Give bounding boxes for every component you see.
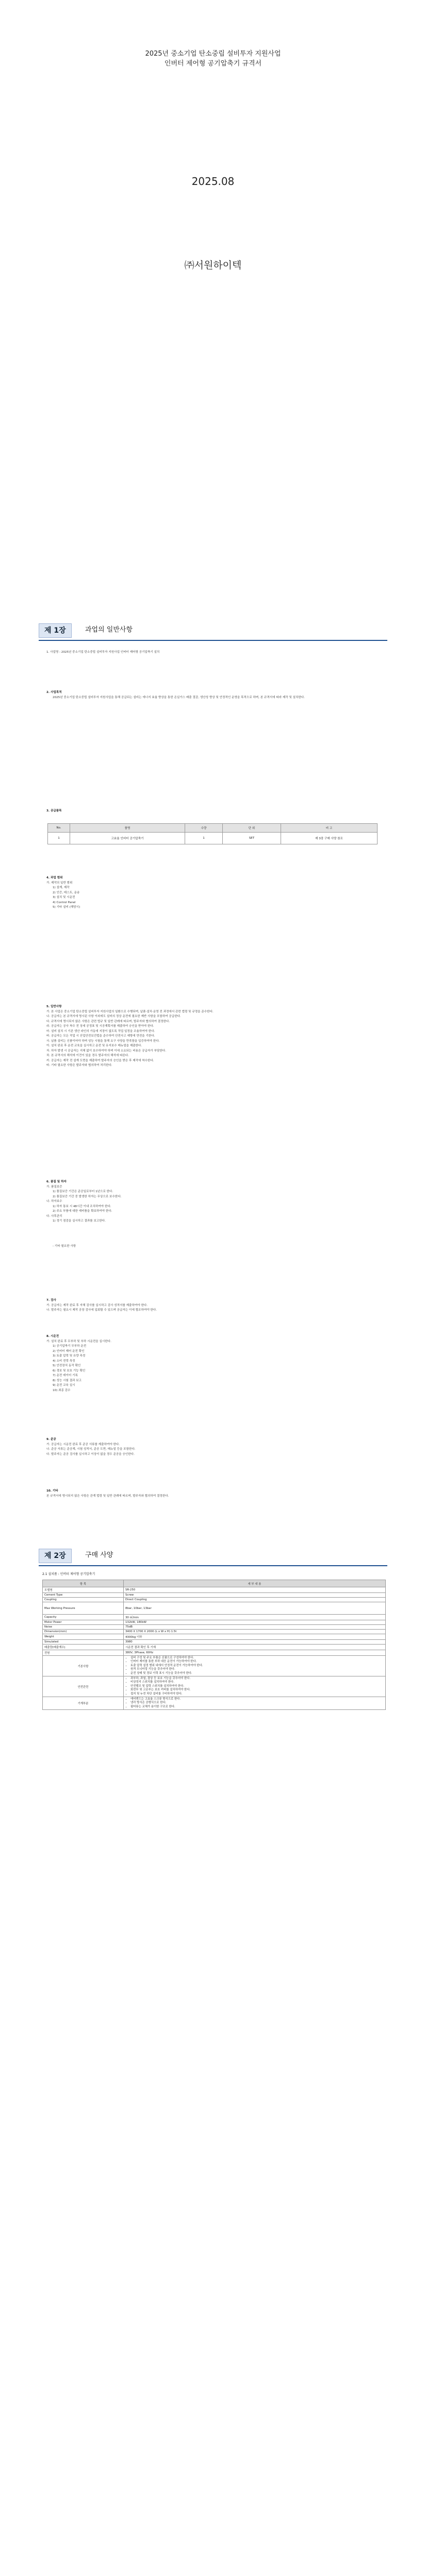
table-header: 단 위	[223, 824, 281, 833]
spec-list-cell	[124, 1676, 386, 1697]
paragraph: 2025년 중소기업 탄소중립 설비투자 지원사업을 통해 공급되는 설비는 에너지 효율 향상을 통한 온실가스 배출 절감, 생산성 향상 및 안정적인 운영을 목적으로 하며, 본 규격서에 따라 제작 및 설치한다.	[53, 696, 305, 699]
spec-list-cell	[124, 1697, 386, 1710]
section-2-header	[39, 1546, 387, 1566]
spec-value: Screw	[124, 1593, 386, 1598]
table-cell: 1	[48, 833, 70, 844]
list-item: • 안전밸브 및 압력 스위치를 설치하여야 한다.	[130, 1685, 384, 1688]
list-item: 7) 운전 데이터 기록	[53, 1374, 78, 1377]
cover-title-line: 인버터 제어형 공기압축기 규격서	[164, 60, 262, 67]
list-item: 바. 공급자는 모든 작업 시 산업안전보건법을 준수하여 안전사고 예방에 만전을 기한다.	[46, 1035, 155, 1038]
list-item: 다. 규격서에 명시되지 않은 사항은 관련 법규 및 일반 관례에 따르며, 발주자와 협의하여 결정한다.	[46, 1020, 170, 1023]
table-row	[43, 1593, 386, 1598]
list-item: 4) Control Panel	[53, 901, 76, 904]
list-item: 5) 기타 설비 (해당시)	[53, 906, 80, 909]
table-header: No.	[48, 824, 70, 833]
list-item: 9) 운전 교육 실시	[53, 1384, 75, 1387]
spec-value: 3400 X 1700 X 2000 (L x W x H) 1.5t	[124, 1630, 386, 1634]
list-item: 가. 본 사업은 중소기업 탄소중립 설비투자 지원사업의 일환으로 수행되며, 납품·설치·운영 전 과정에서 관련 법령 및 규정을 준수한다.	[46, 1010, 214, 1013]
spec-value: 3980	[124, 1640, 386, 1645]
heading: 6. 품질 및 하자	[46, 1180, 67, 1183]
list-item: 라. 공급자는 공사 착수 전 상세 공정표 및 시공계획서를 제출하여 승인을 받아야 한다.	[46, 1025, 154, 1028]
table-cell: SET	[223, 833, 281, 844]
list-item: 다. 발주자는 준공 검사를 실시하고 이상이 없을 경우 준공을 승인한다.	[46, 1452, 135, 1456]
heading: 3. 공급품목	[46, 809, 62, 812]
trial-block	[46, 1334, 376, 1393]
cover-date: 2025.08	[191, 175, 235, 188]
table-row	[48, 833, 378, 844]
spec-category: 안전관련	[43, 1676, 124, 1697]
spec-value: 380V, 3Phase, 60Hz	[124, 1650, 386, 1656]
table-row	[43, 1587, 386, 1593]
list-item: 2) 품질보증 기간 중 발생한 하자는 무상으로 보수한다.	[53, 1195, 122, 1198]
table-row	[43, 1634, 386, 1640]
section-1-header	[39, 620, 387, 641]
list-item: • 인버터 제어를 통한 부하 대응 운전이 가능하여야 한다.	[130, 1660, 384, 1664]
list-item: 나. 준공 서류는 준공계, 시험 성적서, 준공 도면, 매뉴얼 등을 포함한다.	[46, 1448, 136, 1451]
list-item: 2) 인증, 테스트, 운송	[53, 891, 80, 894]
list-item: • 냉각 방식은 공랭식으로 한다.	[130, 1701, 384, 1705]
list-item: • 비상정지 스위치를 설치하여야 한다.	[130, 1681, 384, 1684]
spec-key: Motor Power	[43, 1620, 124, 1625]
heading: 7. 검사	[46, 1299, 56, 1302]
list-item: - 기타 필요한 사항	[53, 1244, 76, 1248]
table-cell: 고효율 인버터 공기압축기	[70, 833, 185, 844]
spec-key: Dimension(mm)	[43, 1630, 124, 1634]
spec-key: Noise	[43, 1625, 124, 1630]
table-row	[43, 1620, 386, 1625]
list-item: • 회전부 및 고온부는 보호 커버를 설치하여야 한다.	[130, 1688, 384, 1692]
spec-key: Capacity	[43, 1615, 124, 1620]
list-item: 마. 설비 설치 시 기존 생산 라인의 가동에 지장이 없도록 작업 일정을 조율하여야 한다.	[46, 1029, 155, 1033]
list-item: 1) 하자 통보 시 48시간 이내 조치하여야 한다.	[53, 1205, 111, 1208]
supply-table	[47, 823, 378, 844]
spec-key: Simulated	[43, 1640, 124, 1645]
spec-category: 기계부분	[43, 1697, 124, 1710]
list-item: • 토출 압력 설정 범위 내에서 안정적 운전이 가능하여야 한다.	[130, 1664, 384, 1668]
list-item: 사. 납품 설비는 신품이어야 하며 성능 시험을 통해 요구 사양을 만족함을 입증하여야 한다.	[46, 1039, 160, 1043]
table-caption: 2.1 설치품 : 인버터 제어형 공기압축기	[42, 1572, 95, 1576]
heading: 8. 시운전	[46, 1335, 59, 1338]
table-row	[43, 1602, 386, 1615]
table-row	[43, 1650, 386, 1656]
list-item: 아. 설치 완료 후 운전 교육을 실시하고 운전 및 유지보수 매뉴얼을 제출한다.	[46, 1044, 142, 1047]
list-item: 가. 공급자는 제작 완료 후 자체 검사를 실시하고 검사 성적서를 제출하여야 한다.	[46, 1303, 148, 1307]
spec-value: SR-250	[124, 1587, 386, 1593]
table-header-row	[48, 824, 378, 833]
section-tag: 제 2장	[39, 1549, 72, 1563]
spec-category: 기본사항	[43, 1656, 124, 1676]
list-item: 3) 설치 및 시운전	[53, 896, 75, 899]
list-item: 2) 주요 부품에 대한 예비품을 확보하여야 한다.	[53, 1210, 112, 1213]
list-item: 가. 제작의 일반 범위	[46, 881, 73, 885]
cover-title-line: 2025년 중소기업 탄소중립 설비투자 지원사업	[145, 50, 281, 58]
spec-key: 모델명	[43, 1587, 124, 1593]
list-item: 다. 사후관리	[46, 1214, 62, 1218]
cover-title	[0, 49, 426, 69]
paragraph: 본 규격서에 명시되지 않은 사항은 관계 법령 및 일반 관례에 따르며, 발주자와 협의하여 결정한다.	[46, 1494, 169, 1498]
list-item: 가. 품질보증	[46, 1185, 62, 1189]
section-title: 과업의 일반사항	[85, 626, 133, 634]
list-item: 1) 품질보증 기간은 준공일로부터 1년으로 한다.	[53, 1190, 113, 1193]
table-cell: 1	[185, 833, 223, 844]
list-item: 가. 설치 완료 후 무부하 및 부하 시운전을 실시한다.	[46, 1340, 111, 1343]
list-item: • 과부하, 과열, 결상 등 보호 기능을 갖추어야 한다.	[130, 1677, 384, 1681]
inspection-block	[46, 1298, 376, 1313]
table-row	[43, 1640, 386, 1645]
table-header-row	[43, 1580, 386, 1587]
cover-org: ㈜서원하이텍	[184, 260, 242, 271]
spec-table	[42, 1580, 386, 1710]
table-row	[43, 1630, 386, 1634]
spec-value: 8bar, 10bar, 13bar	[124, 1602, 386, 1615]
heading: 2. 사업목적	[46, 691, 62, 694]
list-item: • 접지 및 누전 차단 설비를 구비하여야 한다.	[130, 1692, 384, 1696]
cover-page	[0, 0, 426, 289]
list-item: • 설비 구성 및 주요 부품은 신품으로 구성하여야 한다.	[130, 1656, 384, 1660]
etc-block	[46, 1489, 376, 1499]
list-item: 10) 최종 검수	[53, 1388, 71, 1392]
list-item: 카. 공급자는 제작 전 설계 도면을 제출하여 발주자의 승인을 받은 후 제작에 착수한다.	[46, 1059, 154, 1062]
list-item: 나. 공급자는 본 규격서에 명시된 사항 이외에도 설비의 정상 운전에 필요한 제반 사항을 포함하여 공급한다.	[46, 1015, 181, 1018]
section-1-body	[46, 650, 376, 655]
list-item: 3) 토출 압력 및 유량 측정	[53, 1354, 86, 1358]
list-item: 4) 소비 전력 측정	[53, 1359, 75, 1363]
completion-block	[46, 1437, 376, 1457]
list-item: 5) 안전장치 동작 확인	[53, 1364, 81, 1367]
section-tag: 제 1장	[39, 623, 72, 638]
table-header: 수량	[185, 824, 223, 833]
list-item: 나. 발주자는 필요시 제작 공장 검사에 입회할 수 있으며 공급자는 이에 협조하여야 한다.	[46, 1309, 157, 1312]
table-row	[43, 1598, 386, 1602]
heading: 9. 준공	[46, 1438, 56, 1441]
heading: 4. 과업 범위	[46, 876, 63, 879]
spec-key: 전원	[43, 1650, 124, 1656]
quality-block	[46, 1180, 376, 1249]
heading: 10. 기타	[46, 1489, 58, 1493]
list-item: 1) 설계, 제작	[53, 886, 70, 889]
table-header: 비 고	[281, 824, 378, 833]
list-item: 1) 공기압축기 무부하 운전	[53, 1345, 87, 1348]
table-row	[43, 1697, 386, 1710]
table-cell: 제 3장 구매 사양 참조	[281, 833, 378, 844]
list-item: 나. 하자보수	[46, 1200, 62, 1203]
list-item: 타. 기타 필요한 사항은 발주자와 협의하여 처리한다.	[46, 1064, 112, 1067]
spec-value: 132kW, 180kW	[124, 1620, 386, 1625]
table-header: 세 부 내 용	[124, 1580, 386, 1587]
general-block	[46, 1005, 376, 1069]
list-item: 6) 경보 및 보호 기능 확인	[53, 1369, 86, 1372]
table-row	[43, 1645, 386, 1650]
spec-key: Coupling	[43, 1598, 124, 1602]
scope-block	[46, 876, 376, 910]
table-header: 항 목	[43, 1580, 124, 1587]
list-item: 2) 인버터 제어 운전 확인	[53, 1349, 85, 1353]
spec-key: Weight	[43, 1634, 124, 1640]
list-item: 8) 성능 시험 결과 보고	[53, 1379, 82, 1382]
purpose-block	[46, 690, 376, 700]
list-item: 차. 본 규격서의 해석에 이견이 있을 경우 발주자의 해석에 따른다.	[46, 1054, 129, 1057]
spec-value: 75dB	[124, 1625, 386, 1630]
spec-value: 30 ㎥/min	[124, 1615, 386, 1620]
list-item: • 필터류는 교체가 용이한 구조로 한다.	[130, 1705, 384, 1709]
supply-heading	[46, 809, 376, 814]
list-item: • 원격 모니터링 기능을 갖추어야 한다.	[130, 1668, 384, 1671]
spec-key: 배출량(배출계수)	[43, 1645, 124, 1650]
section-title: 구매 사양	[85, 1551, 113, 1559]
project-name: 1. 사업명 : 2025년 중소기업 탄소중립 설비투자 지원사업 인버터 제어형 공기압축기 설치	[46, 651, 160, 654]
spec-key: Cement Type	[43, 1593, 124, 1598]
list-item: 1) 정기 점검을 실시하고 결과를 보고한다.	[53, 1219, 106, 1223]
table-header: 품명	[70, 824, 185, 833]
heading: 5. 일반사항	[46, 1005, 62, 1008]
spec-key: Max Working Pressure	[43, 1602, 124, 1615]
spec-list-cell	[124, 1656, 386, 1676]
table-row	[43, 1615, 386, 1620]
list-item: 자. 하자 발생 시 공급자는 지체 없이 보수하여야 하며 이에 소요되는 비용은 공급자가 부담한다.	[46, 1049, 167, 1053]
list-item: 가. 공급자는 시운전 완료 후 준공 서류를 제출하여야 한다.	[46, 1443, 120, 1446]
table-row	[43, 1656, 386, 1676]
table-row	[43, 1676, 386, 1697]
list-item: • 에어엔드는 고효율 스크류 방식으로 한다.	[130, 1698, 384, 1701]
spec-value: Direct Coupling	[124, 1598, 386, 1602]
spec-value: 시운전 결과 확인 후 기재	[124, 1645, 386, 1650]
table-row	[43, 1625, 386, 1630]
spec-value: 4300kg 이하	[124, 1634, 386, 1640]
list-item: • 운전 상태 및 경보 이력 표시 기능을 갖추어야 한다.	[130, 1672, 384, 1675]
